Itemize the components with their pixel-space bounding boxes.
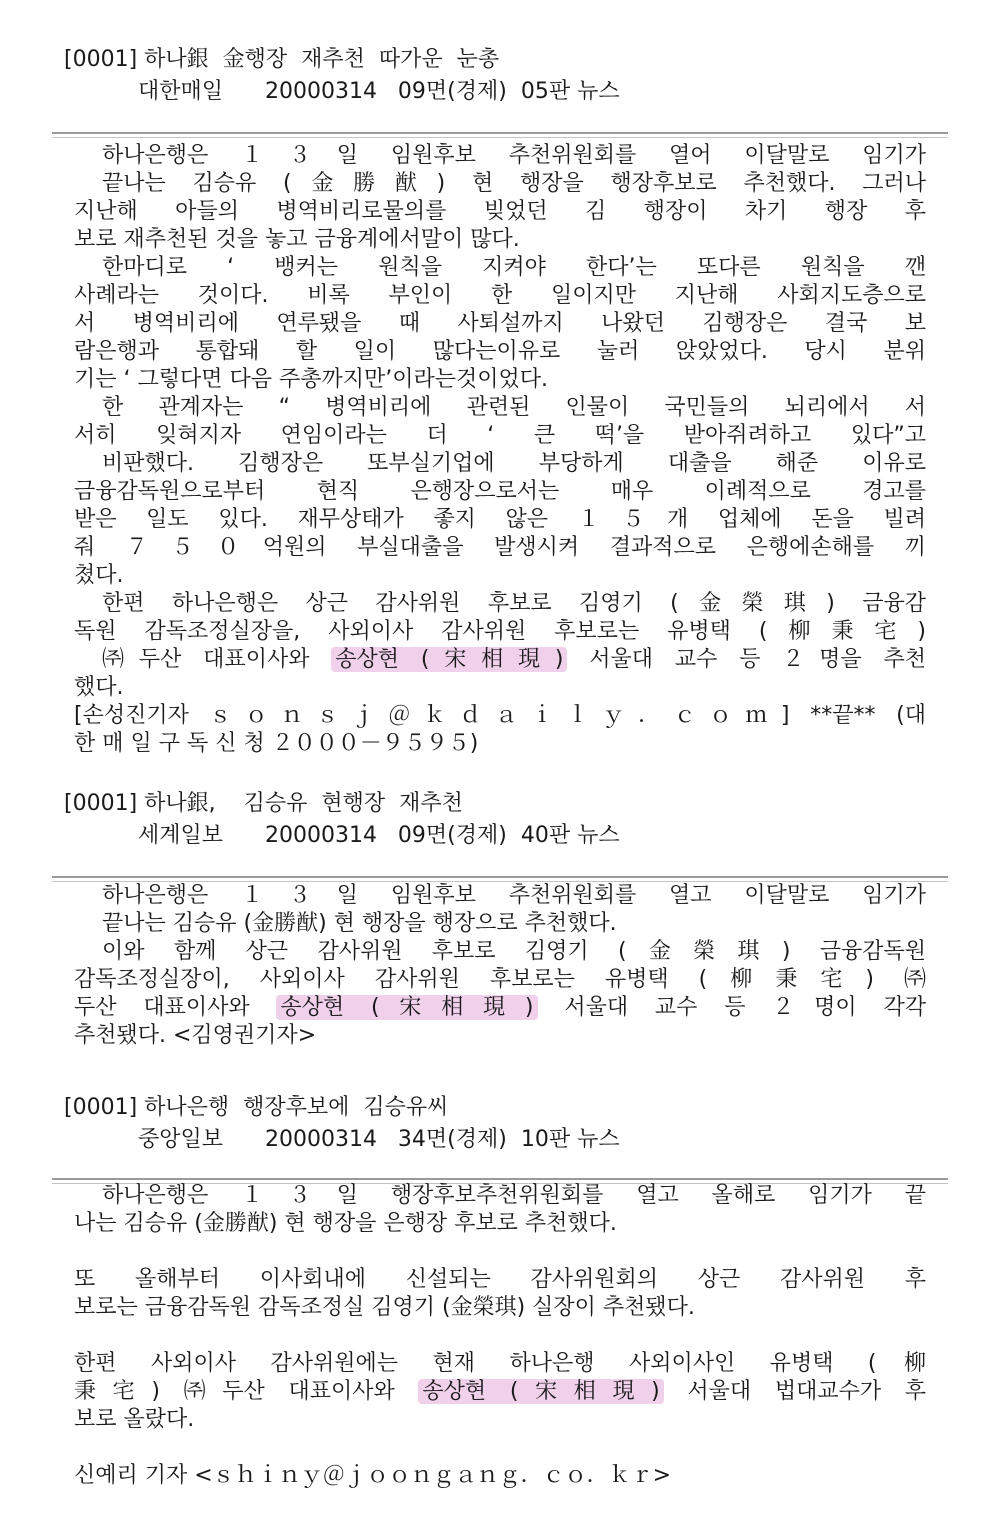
body-line: 했다. <box>74 675 124 700</box>
body-line: 두산 대표이사와 송상현 (宋相現) 서울대 교수 등 ２명이 각각 <box>74 995 926 1020</box>
body-line: 받은 일도 있다. 재무상태가 좋지 않은 １５개 업체에 돈을 빌려 <box>74 507 926 532</box>
body-line: 추천됐다. <김영권기자> <box>74 1023 317 1048</box>
blank-line <box>74 1322 926 1350</box>
article-header <box>64 788 620 852</box>
body-line: 비판했다. 김행장은 또부실기업에 부당하게 대출을 해준 이유로 <box>102 451 926 476</box>
article-body <box>74 1182 926 1490</box>
highlighter-mark: 송상현 (宋相現) <box>418 1379 663 1404</box>
body-line: ㈜두산 대표이사와 송상현 (宋相現) 서울대 교수 등 ２명을 추천 <box>102 647 926 672</box>
blank-line <box>74 1238 926 1266</box>
body-line: 기는 ‘ 그렇다면 다음 주총까지만’이라는것이었다. <box>74 367 548 392</box>
body-line: 하나은행은 １３일 임원후보 추천위원회를 열어 이달말로 임기가 <box>102 143 926 168</box>
article-body <box>74 882 926 1050</box>
article-title: [0001] 하나은행 행장후보에 김승유씨 <box>64 1095 449 1120</box>
body-line: 독원 감독조정실장을, 사외이사 감사위원 후보로는 유병택 (柳秉宅) <box>74 619 926 644</box>
body-line: 하나은행은 １３일 행장후보추천위원회를 열고 올해로 임기가 끝 <box>102 1183 926 1208</box>
divider-rule <box>52 132 948 134</box>
body-line: 보로 올랐다. <box>74 1407 195 1432</box>
body-line: 끝나는 김승유 (金勝猷) 현 행장을 행장후보로 추천했다. 그러나 <box>102 171 926 196</box>
body-line: 줘 ７５０억원의 부실대출을 발생시켜 결과적으로 은행에손해를 끼 <box>74 535 926 560</box>
article-meta: 세계일보 20000314 09면(경제) 40판 뉴스 <box>138 823 620 848</box>
article-header <box>64 44 620 108</box>
body-line: 사례라는 것이다. 비록 부인이 한 일이지만 지난해 사회지도층으로 <box>74 283 926 308</box>
body-line: 한 매 일 구 독 신 청 ２０００－９５９５) <box>74 731 479 756</box>
article-meta: 대한매일 20000314 09면(경제) 05판 뉴스 <box>138 79 620 104</box>
article-body <box>74 142 926 758</box>
body-line: 보로는 금융감독원 감독조정실 김영기 (金榮琪) 실장이 추천됐다. <box>74 1295 695 1320</box>
body-line: 한편 하나은행은 상근 감사위원 후보로 김영기 (金榮琪) 금융감 <box>102 591 926 616</box>
article-title: [0001] 하나銀 金행장 재추천 따가운 눈총 <box>64 47 500 72</box>
body-line: 서 병역비리에 연루됐을 때 사퇴설까지 나왔던 김행장은 결국 보 <box>74 311 926 336</box>
body-line: 금융감독원으로부터 현직 은행장으로서는 매우 이례적으로 경고를 <box>74 479 926 504</box>
article-meta: 중앙일보 20000314 34면(경제) 10판 뉴스 <box>138 1127 620 1152</box>
body-line: 한 관계자는 “ 병역비리에 관련된 인물이 국민들의 뇌리에서 서 <box>102 395 926 420</box>
body-line: 하나은행은 １３일 임원후보 추천위원회를 열고 이달말로 임기가 <box>102 883 926 908</box>
article-title: [0001] 하나銀, 김승유 현행장 재추천 <box>64 791 463 816</box>
article-header <box>64 1092 620 1156</box>
divider-rule <box>52 876 948 878</box>
body-line: 감독조정실장이, 사외이사 감사위원 후보로는 유병택 (柳秉宅) ㈜ <box>74 967 926 992</box>
body-line: 한편 사외이사 감사위원에는 현재 하나은행 사외이사인 유병택 (柳 <box>74 1351 926 1376</box>
body-line: 신예리 기자 <ｓｈｉｎｙ＠ｊｏｏｎｇａｎｇ．ｃｏ．ｋｒ> <box>74 1463 672 1488</box>
body-line: 끝나는 김승유 (金勝猷) 현 행장을 행장으로 추천했다. <box>102 911 617 936</box>
body-line: 람은행과 통합돼 할 일이 많다는이유로 눌러 앉았었다. 당시 분위 <box>74 339 926 364</box>
body-line: 보로 재추천된 것을 놓고 금융계에서말이 많다. <box>74 227 520 252</box>
body-line: 쳤다. <box>74 563 124 588</box>
body-line: 나는 김승유 (金勝猷) 현 행장을 은행장 후보로 추천했다. <box>74 1211 617 1236</box>
divider-rule <box>52 1178 948 1180</box>
body-line: 또 올해부터 이사회내에 신설되는 감사위원회의 상근 감사위원 후 <box>74 1267 926 1292</box>
body-line: 이와 함께 상근 감사위원 후보로 김영기 (金榮琪) 금융감독원 <box>102 939 926 964</box>
blank-line <box>74 1434 926 1462</box>
highlighter-mark: 송상현 (宋相現) <box>276 995 537 1020</box>
body-line: 秉宅) ㈜두산 대표이사와 송상현 (宋相現) 서울대 법대교수가 후 <box>74 1379 926 1404</box>
body-line: [손성진기자 ｓｏｎｓｊ＠ｋｄａｉｌｙ．ｃｏｍ] **끝** (대 <box>74 703 926 728</box>
highlighter-mark: 송상현 (宋相現) <box>331 647 567 672</box>
body-line: 지난해 아들의 병역비리로물의를 빚었던 김 행장이 차기 행장 후 <box>74 199 926 224</box>
body-line: 서히 잊혀지자 연임이라는 더 ‘ 큰 떡’을 받아쥐려하고 있다”고 <box>74 423 926 448</box>
body-line: 한마디로 ‘ 뱅커는 원칙을 지켜야 한다’는 또다른 원칙을 깬 <box>102 255 926 280</box>
